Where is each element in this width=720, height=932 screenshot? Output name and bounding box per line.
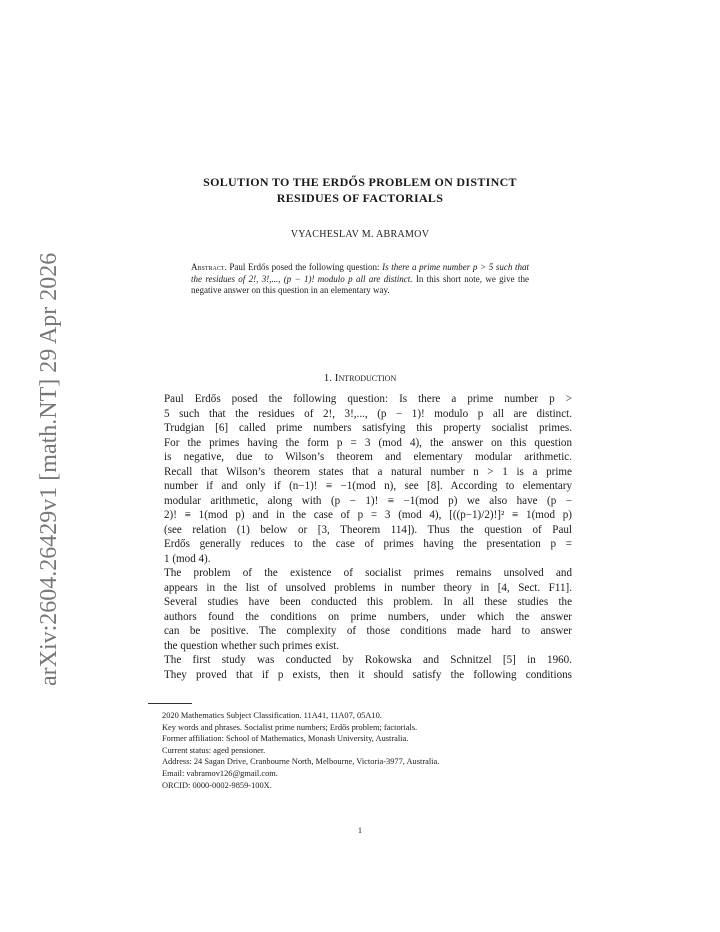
paragraph-1 — [148, 392, 572, 566]
section-number: 1. — [323, 372, 333, 384]
text-line: Erdős generally reduces to the case of primes having the presentation p = — [164, 538, 572, 550]
text-line: 5 such that the residues of 2!, 3!,..., (p − 1)! modulo p all are distinct. — [164, 407, 572, 420]
page-number: 1 — [357, 826, 363, 835]
text-line: Paul Erdős posed the following question: Is there a prime number p > — [164, 393, 572, 405]
author: VYACHESLAV M. ABRAMOV — [290, 229, 430, 240]
abstract-label: Abstract. — [191, 262, 227, 272]
text-line: the question whether such primes exist. — [164, 639, 339, 652]
footnote-keywords: Key words and phrases. Socialist prime numbers; Erdős problem; factorials. — [162, 722, 418, 732]
text-line: 2)! ≡ 1(mod p) and in the case of p = 3 (mod 4), [((p−1)/2)!]² ≡ 1(mod p) — [164, 509, 572, 521]
text-line: 1 (mod 4). — [164, 552, 211, 565]
paragraph-2 — [148, 566, 572, 653]
text-line: number if and only if (n−1)! ≡ −1(mod n), see [8]. According to elementary — [164, 480, 572, 492]
text-line: is negative, due to Wilson’s theorem and elementary modular arithmetic. — [164, 451, 572, 463]
abstract — [191, 262, 529, 297]
section-heading — [150, 372, 570, 384]
abstract-question: Is there a prime number p > 5 such that the residues of 2!, 3!,..., (p − 1)! modulo p all are distinct. — [191, 262, 529, 284]
footnote-msc: 2020 Mathematics Subject Classification. 11A41, 11A07, 05A10. — [162, 711, 382, 720]
footnote-rule — [148, 703, 192, 704]
section-title: Introduction — [334, 372, 397, 384]
body-text — [148, 392, 572, 682]
abstract-lead: Paul Erdős posed the following question: — [229, 262, 380, 272]
abstract-rest: In this short note, we give the negative answer on this question in an elementary way. — [191, 273, 529, 295]
text-line: The first study was conducted by Rokowska and Schnitzel [5] in 1960. — [164, 654, 572, 666]
footnote-status: Current status: aged pensioner. — [162, 745, 266, 755]
text-line: appears in the list of unsolved problems in number theory in [4, Sect. F11]. — [164, 581, 572, 594]
paper-title — [150, 174, 570, 206]
text-line: They proved that if p exists, then it should satisfy the following conditions — [164, 668, 572, 681]
arxiv-stamp — [12, 246, 62, 686]
footnote-orcid: ORCID: 0000-0002-9859-100X. — [162, 780, 272, 790]
title-line-1: SOLUTION TO THE ERDŐS PROBLEM ON DISTINCT — [203, 175, 517, 189]
footnotes — [162, 710, 572, 791]
text-line: can be positive. The complexity of those conditions made hard to answer — [164, 625, 572, 637]
text-line: (see relation (1) below or [3, Theorem 114]). Thus the question of Paul — [164, 523, 572, 536]
title-line-2: RESIDUES OF FACTORIALS — [276, 191, 444, 205]
arxiv-id: arXiv:2604.26429v1 [math.NT] 29 Apr 2026 — [36, 252, 62, 686]
footnote-email: Email: vabramov126@gmail.com. — [162, 768, 278, 778]
footnote-affiliation: Former affiliation: School of Mathematics, Monash University, Australia. — [162, 734, 409, 744]
text-line: Trudgian [6] called prime numbers satisfying this property socialist primes. — [164, 422, 572, 434]
text-line: Recall that Wilson’s theorem states that a natural number n > 1 is a prime — [164, 465, 572, 478]
text-line: authors found the conditions on prime numbers, under which the answer — [164, 610, 572, 623]
paragraph-3 — [148, 653, 572, 682]
text-line: Several studies have been conducted this problem. In all these studies the — [164, 596, 572, 608]
text-line: modular arithmetic, along with (p − 1)! ≡ −1(mod p) we also have (p − — [164, 494, 572, 507]
text-line: The problem of the existence of socialist primes remains unsolved and — [164, 567, 572, 579]
text-line: For the primes having the form p = 3 (mod 4), the answer on this question — [164, 436, 572, 449]
footnote-address: Address: 24 Sagan Drive, Cranbourne North, Melbourne, Victoria-3977, Australia. — [162, 757, 440, 767]
